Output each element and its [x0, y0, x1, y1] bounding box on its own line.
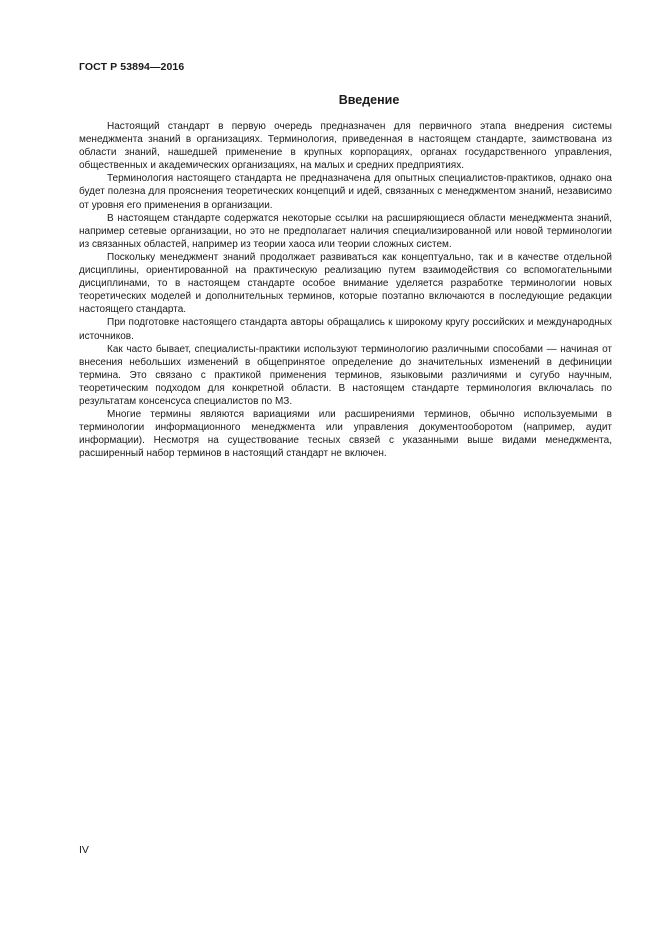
paragraph: Терминология настоящего стандарта не предназначена для опытных специалистов-практиков, однако она будет полезна для прояснения теоретических концепций и идей, связанных с менеджментом знаний, независимо от уровня его применения в организации. — [79, 173, 612, 211]
standard-id: ГОСТ Р 53894—2016 — [79, 61, 185, 73]
page-number: IV — [79, 844, 89, 856]
section-title: Введение — [338, 93, 400, 107]
paragraph: Настоящий стандарт в первую очередь предназначен для первичного этапа внедрения системы менеджмента знаний в организациях. Терминология, приведенная в настоящем стандарте, заимствована из области знаний, нашедшей применение в крупных корпорациях, органах государственного управления, общественных и академических организациях, на малых и средних предприятиях. — [79, 121, 612, 172]
paragraph: В настоящем стандарте содержатся некоторые ссылки на расширяющиеся области менеджмента знаний, например сетевые организации, но это не предполагает наличия специализированной или новой терминологии из связанных областей, например из теории хаоса или теории сложных систем. — [79, 212, 612, 250]
paragraph: При подготовке настоящего стандарта авторы обращались к широкому кругу российских и международных источников. — [79, 317, 612, 342]
paragraph: Как часто бывает, специалисты-практики используют терминологию различными способами — начиная от внесения небольших изменений в общепринятое определение до значительных изменений в дефиниции термина. Это связано с практикой применения терминов, языковыми различиями и сугубо научным, теоретическим подходом для конкретной области. В настоящем стандарте терминология включалась по результатам консенсуса специалистов по МЗ. — [79, 343, 612, 407]
paragraph: Многие термины являются вариациями или расширениями терминов, обычно используемыми в терминологии информационного менеджмента или управления документооборотом (например, аудит информации). Несмотря на существование тесных связей с указанными выше видами менеджмента, расширенный набор терминов в настоящий стандарт не включен. — [79, 409, 612, 460]
paragraph: Поскольку менеджмент знаний продолжает развиваться как концептуально, так и в качестве отдельной дисциплины, ориентированной на практическую реализацию путем взаимодействия со вспомогательными дисциплинами, то в настоящем стандарте особое внимание уделяется разработке терминологии новых теоретических моделей и дополнительных терминов, которые поэтапно включаются в последующие редакции настоящего стандарта. — [79, 251, 612, 316]
body-text — [79, 120, 612, 460]
